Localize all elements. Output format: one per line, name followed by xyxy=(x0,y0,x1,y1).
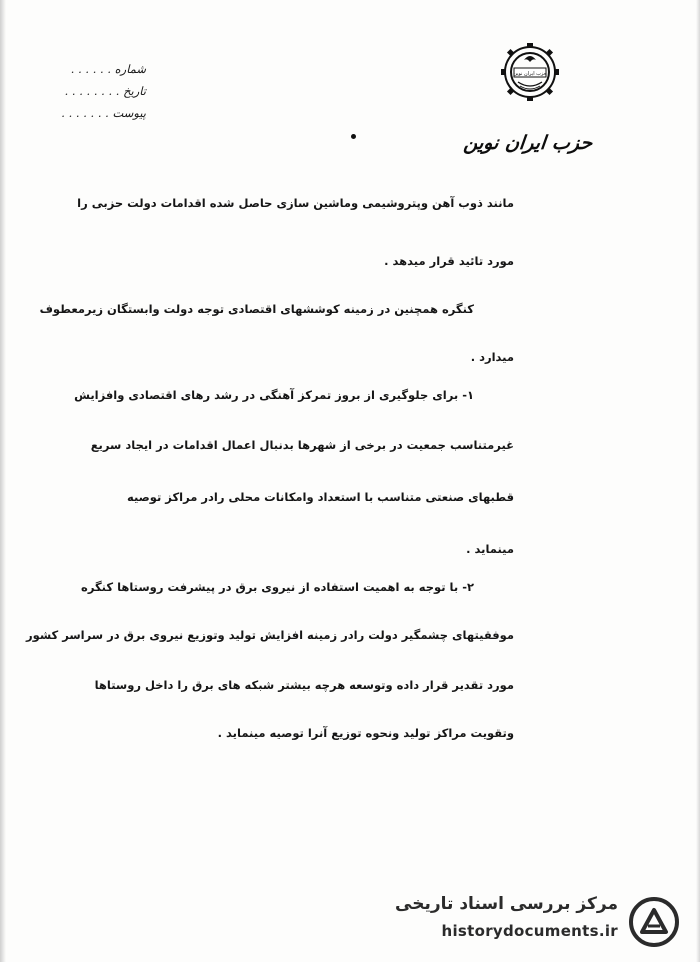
archive-logo-icon xyxy=(628,896,680,948)
body-line: میدارد . xyxy=(470,350,514,364)
body-line: ۲- با توجه به اهمیت استفاده از نیروی برق در پیشرفت روستاها کنگره xyxy=(81,580,474,594)
body-line: کنگره همچنین در زمینه کوششهای اقتصادی توجه دولت وابستگان زیرمعطوف xyxy=(39,302,474,316)
body-line: ۱- برای جلوگیری از بروز تمرکز آهنگی در رشد رهای اقتصادی وافزایش xyxy=(74,388,474,402)
body-line: مورد تائید قرار میدهد . xyxy=(384,254,514,268)
body-line: غیرمتناسب جمعیت در برخی از شهرها بدنبال اعمال اقدامات در ایجاد سریع xyxy=(90,438,514,452)
seal-text: حزب ایران نوین xyxy=(513,71,547,77)
scan-edge-left xyxy=(0,0,6,962)
scan-edge-right xyxy=(696,0,700,962)
party-name-heading: حزب ایران نوین xyxy=(462,132,594,154)
number-field: شماره . . . . . . xyxy=(70,62,146,76)
reference-fields xyxy=(46,58,146,124)
header-dot xyxy=(351,134,356,139)
party-seal-icon xyxy=(500,40,560,102)
date-field: تاریخ . . . . . . . . xyxy=(64,84,146,98)
body-line: مینماید . xyxy=(466,542,514,556)
letterhead xyxy=(448,40,608,154)
attachment-field: پیوست . . . . . . . xyxy=(61,106,146,120)
body-line: وتقویت مراکز تولید ونحوه توزیع آنرا توصیه مینماید . xyxy=(217,726,514,740)
body-line: قطبهای صنعتی متناسب با استعداد وامکانات محلی رادر مراکز توصیه xyxy=(126,490,514,504)
watermark-url: historydocuments.ir xyxy=(441,922,618,940)
body-line: مورد تقدیر قرار داده وتوسعه هرچه بیشتر شبکه های برق را داخل روستاها xyxy=(94,678,514,692)
body-line: مانند ذوب آهن وپتروشیمی وماشین سازی حاصل شده اقدامات دولت حزبی را xyxy=(77,196,514,210)
body-line: موفقیتهای چشمگیر دولت رادر زمینه افزایش تولید وتوزیع نیروی برق در سراسر کشور xyxy=(26,628,514,642)
archive-watermark xyxy=(396,892,686,952)
watermark-title: مرکز بررسی اسناد تاریخی xyxy=(395,894,618,914)
